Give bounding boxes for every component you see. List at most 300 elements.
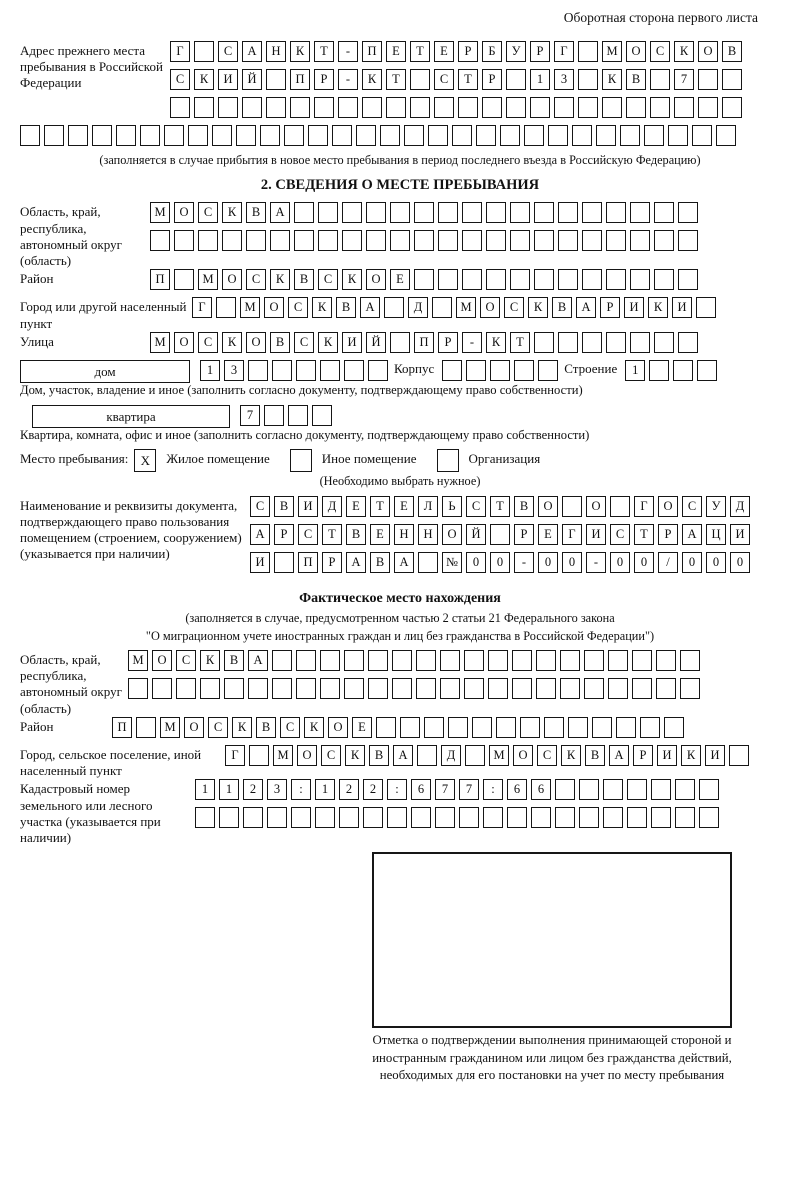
char-cell[interactable]: Е bbox=[370, 524, 390, 545]
char-cell[interactable] bbox=[678, 332, 698, 353]
char-cell[interactable]: Т bbox=[386, 69, 406, 90]
char-cell[interactable]: А bbox=[250, 524, 270, 545]
char-cell[interactable] bbox=[366, 202, 386, 223]
char-cell[interactable]: С bbox=[321, 745, 341, 766]
char-cell[interactable] bbox=[136, 717, 156, 738]
char-cell[interactable] bbox=[400, 717, 420, 738]
char-cell[interactable]: Г bbox=[562, 524, 582, 545]
char-cell[interactable]: Н bbox=[266, 41, 286, 62]
char-cell[interactable] bbox=[188, 125, 208, 146]
char-cell[interactable] bbox=[242, 97, 262, 118]
char-cell[interactable] bbox=[722, 97, 742, 118]
char-cell[interactable]: А bbox=[346, 552, 366, 573]
char-cell[interactable] bbox=[434, 97, 454, 118]
char-cell[interactable]: М bbox=[128, 650, 148, 671]
char-cell[interactable]: : bbox=[291, 779, 311, 800]
char-cell[interactable] bbox=[344, 650, 364, 671]
char-cell[interactable]: О bbox=[328, 717, 348, 738]
char-cell[interactable] bbox=[650, 97, 670, 118]
char-cell[interactable] bbox=[654, 269, 674, 290]
char-cell[interactable] bbox=[696, 297, 716, 318]
char-cell[interactable] bbox=[243, 807, 263, 828]
char-cell[interactable]: Г bbox=[634, 496, 654, 517]
char-cell[interactable] bbox=[584, 678, 604, 699]
char-cell[interactable] bbox=[610, 496, 630, 517]
char-cell[interactable] bbox=[92, 125, 112, 146]
char-cell[interactable] bbox=[578, 69, 598, 90]
char-cell[interactable]: 6 bbox=[507, 779, 527, 800]
char-cell[interactable] bbox=[272, 650, 292, 671]
char-cell[interactable]: К bbox=[681, 745, 701, 766]
char-cell[interactable] bbox=[582, 230, 602, 251]
char-cell[interactable]: О bbox=[222, 269, 242, 290]
char-cell[interactable]: Б bbox=[482, 41, 502, 62]
char-cell[interactable]: Д bbox=[322, 496, 342, 517]
char-cell[interactable]: В bbox=[346, 524, 366, 545]
char-cell[interactable] bbox=[356, 125, 376, 146]
char-cell[interactable] bbox=[506, 69, 526, 90]
checkbox-organizaciya[interactable] bbox=[437, 449, 459, 472]
char-cell[interactable]: 0 bbox=[634, 552, 654, 573]
char-cell[interactable] bbox=[664, 717, 684, 738]
char-cell[interactable]: О bbox=[480, 297, 500, 318]
char-cell[interactable]: С bbox=[208, 717, 228, 738]
char-cell[interactable] bbox=[248, 360, 268, 381]
char-cell[interactable] bbox=[488, 650, 508, 671]
char-cell[interactable]: Е bbox=[352, 717, 372, 738]
char-cell[interactable] bbox=[318, 202, 338, 223]
char-cell[interactable]: Т bbox=[634, 524, 654, 545]
char-cell[interactable] bbox=[698, 97, 718, 118]
char-cell[interactable]: П bbox=[112, 717, 132, 738]
char-cell[interactable] bbox=[538, 360, 558, 381]
char-cell[interactable] bbox=[308, 125, 328, 146]
char-cell[interactable]: В bbox=[224, 650, 244, 671]
char-cell[interactable] bbox=[312, 405, 332, 426]
char-cell[interactable] bbox=[510, 269, 530, 290]
char-cell[interactable]: П bbox=[290, 69, 310, 90]
char-cell[interactable]: С bbox=[537, 745, 557, 766]
char-cell[interactable] bbox=[531, 807, 551, 828]
char-cell[interactable] bbox=[572, 125, 592, 146]
char-cell[interactable] bbox=[462, 202, 482, 223]
char-cell[interactable]: И bbox=[705, 745, 725, 766]
char-cell[interactable]: К bbox=[200, 650, 220, 671]
char-cell[interactable] bbox=[536, 650, 556, 671]
char-cell[interactable]: 6 bbox=[531, 779, 551, 800]
char-cell[interactable]: Е bbox=[390, 269, 410, 290]
char-cell[interactable] bbox=[198, 230, 218, 251]
char-cell[interactable]: 0 bbox=[706, 552, 726, 573]
char-cell[interactable]: К bbox=[318, 332, 338, 353]
char-cell[interactable] bbox=[342, 230, 362, 251]
char-cell[interactable]: Р bbox=[314, 69, 334, 90]
char-cell[interactable]: С bbox=[298, 524, 318, 545]
char-cell[interactable]: 2 bbox=[243, 779, 263, 800]
char-cell[interactable]: Г bbox=[225, 745, 245, 766]
char-cell[interactable]: А bbox=[242, 41, 262, 62]
char-cell[interactable]: К bbox=[232, 717, 252, 738]
char-cell[interactable] bbox=[260, 125, 280, 146]
char-cell[interactable] bbox=[404, 125, 424, 146]
char-cell[interactable]: Л bbox=[418, 496, 438, 517]
char-cell[interactable]: Д bbox=[730, 496, 750, 517]
char-cell[interactable]: 3 bbox=[554, 69, 574, 90]
char-cell[interactable] bbox=[673, 360, 693, 381]
dom-box[interactable]: дом bbox=[20, 360, 190, 383]
char-cell[interactable] bbox=[266, 69, 286, 90]
char-cell[interactable]: Т bbox=[410, 41, 430, 62]
char-cell[interactable]: К bbox=[486, 332, 506, 353]
char-cell[interactable] bbox=[548, 125, 568, 146]
char-cell[interactable] bbox=[640, 717, 660, 738]
char-cell[interactable] bbox=[387, 807, 407, 828]
char-cell[interactable] bbox=[476, 125, 496, 146]
char-cell[interactable] bbox=[224, 678, 244, 699]
char-cell[interactable] bbox=[603, 807, 623, 828]
char-cell[interactable]: В bbox=[585, 745, 605, 766]
char-cell[interactable]: Р bbox=[274, 524, 294, 545]
char-cell[interactable]: К bbox=[362, 69, 382, 90]
char-cell[interactable] bbox=[472, 717, 492, 738]
char-cell[interactable] bbox=[483, 807, 503, 828]
char-cell[interactable]: 7 bbox=[674, 69, 694, 90]
char-cell[interactable]: Д bbox=[408, 297, 428, 318]
char-cell[interactable] bbox=[174, 230, 194, 251]
char-cell[interactable]: Р bbox=[514, 524, 534, 545]
char-cell[interactable] bbox=[194, 97, 214, 118]
char-cell[interactable]: М bbox=[602, 41, 622, 62]
char-cell[interactable] bbox=[630, 202, 650, 223]
char-cell[interactable] bbox=[410, 97, 430, 118]
char-cell[interactable]: К bbox=[290, 41, 310, 62]
char-cell[interactable] bbox=[592, 717, 612, 738]
char-cell[interactable]: В bbox=[336, 297, 356, 318]
char-cell[interactable] bbox=[512, 678, 532, 699]
char-cell[interactable]: М bbox=[160, 717, 180, 738]
char-cell[interactable] bbox=[288, 405, 308, 426]
char-cell[interactable]: В bbox=[722, 41, 742, 62]
char-cell[interactable] bbox=[339, 807, 359, 828]
char-cell[interactable] bbox=[606, 332, 626, 353]
char-cell[interactable]: К bbox=[648, 297, 668, 318]
char-cell[interactable] bbox=[274, 552, 294, 573]
char-cell[interactable] bbox=[488, 678, 508, 699]
char-cell[interactable] bbox=[320, 650, 340, 671]
char-cell[interactable]: 1 bbox=[195, 779, 215, 800]
char-cell[interactable] bbox=[606, 202, 626, 223]
char-cell[interactable]: 1 bbox=[315, 779, 335, 800]
char-cell[interactable] bbox=[678, 230, 698, 251]
char-cell[interactable] bbox=[632, 650, 652, 671]
char-cell[interactable]: В bbox=[256, 717, 276, 738]
char-cell[interactable]: И bbox=[730, 524, 750, 545]
char-cell[interactable]: О bbox=[297, 745, 317, 766]
char-cell[interactable] bbox=[507, 807, 527, 828]
char-cell[interactable] bbox=[216, 297, 236, 318]
char-cell[interactable] bbox=[729, 745, 749, 766]
char-cell[interactable]: В bbox=[369, 745, 389, 766]
char-cell[interactable] bbox=[699, 779, 719, 800]
char-cell[interactable]: К bbox=[312, 297, 332, 318]
char-cell[interactable]: Й bbox=[466, 524, 486, 545]
char-cell[interactable] bbox=[296, 360, 316, 381]
char-cell[interactable]: Ц bbox=[706, 524, 726, 545]
char-cell[interactable] bbox=[486, 269, 506, 290]
char-cell[interactable] bbox=[466, 360, 486, 381]
char-cell[interactable] bbox=[510, 230, 530, 251]
char-cell[interactable] bbox=[506, 97, 526, 118]
char-cell[interactable]: 0 bbox=[610, 552, 630, 573]
char-cell[interactable] bbox=[290, 97, 310, 118]
char-cell[interactable] bbox=[218, 97, 238, 118]
char-cell[interactable] bbox=[514, 360, 534, 381]
char-cell[interactable] bbox=[176, 678, 196, 699]
char-cell[interactable] bbox=[219, 807, 239, 828]
char-cell[interactable]: 0 bbox=[562, 552, 582, 573]
char-cell[interactable] bbox=[362, 97, 382, 118]
char-cell[interactable]: И bbox=[342, 332, 362, 353]
char-cell[interactable] bbox=[266, 97, 286, 118]
char-cell[interactable] bbox=[150, 230, 170, 251]
char-cell[interactable]: Т bbox=[490, 496, 510, 517]
char-cell[interactable] bbox=[630, 332, 650, 353]
char-cell[interactable]: Т bbox=[370, 496, 390, 517]
char-cell[interactable] bbox=[627, 807, 647, 828]
char-cell[interactable] bbox=[442, 360, 462, 381]
char-cell[interactable] bbox=[579, 807, 599, 828]
char-cell[interactable] bbox=[562, 496, 582, 517]
char-cell[interactable]: 1 bbox=[200, 360, 220, 381]
char-cell[interactable]: 0 bbox=[466, 552, 486, 573]
char-cell[interactable] bbox=[558, 269, 578, 290]
char-cell[interactable] bbox=[678, 202, 698, 223]
char-cell[interactable] bbox=[534, 269, 554, 290]
char-cell[interactable]: С bbox=[682, 496, 702, 517]
char-cell[interactable] bbox=[380, 125, 400, 146]
char-cell[interactable] bbox=[222, 230, 242, 251]
char-cell[interactable]: И bbox=[298, 496, 318, 517]
char-cell[interactable]: С bbox=[466, 496, 486, 517]
char-cell[interactable]: С bbox=[246, 269, 266, 290]
char-cell[interactable]: Т bbox=[314, 41, 334, 62]
char-cell[interactable] bbox=[675, 807, 695, 828]
char-cell[interactable]: М bbox=[273, 745, 293, 766]
char-cell[interactable]: Т bbox=[510, 332, 530, 353]
char-cell[interactable] bbox=[486, 230, 506, 251]
char-cell[interactable] bbox=[675, 779, 695, 800]
char-cell[interactable]: П bbox=[362, 41, 382, 62]
char-cell[interactable]: О bbox=[586, 496, 606, 517]
char-cell[interactable] bbox=[68, 125, 88, 146]
char-cell[interactable] bbox=[416, 650, 436, 671]
char-cell[interactable] bbox=[272, 678, 292, 699]
char-cell[interactable] bbox=[649, 360, 669, 381]
char-cell[interactable] bbox=[212, 125, 232, 146]
char-cell[interactable] bbox=[608, 650, 628, 671]
char-cell[interactable]: 6 bbox=[411, 779, 431, 800]
char-cell[interactable]: - bbox=[586, 552, 606, 573]
char-cell[interactable] bbox=[428, 125, 448, 146]
char-cell[interactable]: К bbox=[270, 269, 290, 290]
char-cell[interactable]: М bbox=[150, 202, 170, 223]
char-cell[interactable] bbox=[195, 807, 215, 828]
char-cell[interactable] bbox=[699, 807, 719, 828]
char-cell[interactable] bbox=[332, 125, 352, 146]
char-cell[interactable]: : bbox=[483, 779, 503, 800]
char-cell[interactable] bbox=[603, 779, 623, 800]
char-cell[interactable] bbox=[417, 745, 437, 766]
char-cell[interactable]: 7 bbox=[435, 779, 455, 800]
char-cell[interactable] bbox=[568, 717, 588, 738]
char-cell[interactable]: Р bbox=[458, 41, 478, 62]
char-cell[interactable] bbox=[194, 41, 214, 62]
char-cell[interactable] bbox=[512, 650, 532, 671]
char-cell[interactable] bbox=[116, 125, 136, 146]
char-cell[interactable] bbox=[174, 269, 194, 290]
char-cell[interactable] bbox=[384, 297, 404, 318]
char-cell[interactable] bbox=[698, 69, 718, 90]
char-cell[interactable]: О bbox=[366, 269, 386, 290]
char-cell[interactable] bbox=[555, 807, 575, 828]
char-cell[interactable]: С bbox=[198, 202, 218, 223]
char-cell[interactable] bbox=[654, 230, 674, 251]
char-cell[interactable] bbox=[579, 779, 599, 800]
char-cell[interactable] bbox=[464, 650, 484, 671]
char-cell[interactable]: / bbox=[658, 552, 678, 573]
char-cell[interactable] bbox=[606, 230, 626, 251]
char-cell[interactable] bbox=[680, 678, 700, 699]
char-cell[interactable]: 1 bbox=[219, 779, 239, 800]
char-cell[interactable]: О bbox=[264, 297, 284, 318]
char-cell[interactable] bbox=[128, 678, 148, 699]
char-cell[interactable]: 7 bbox=[240, 405, 260, 426]
char-cell[interactable]: Е bbox=[386, 41, 406, 62]
char-cell[interactable]: Е bbox=[346, 496, 366, 517]
char-cell[interactable] bbox=[544, 717, 564, 738]
char-cell[interactable] bbox=[459, 807, 479, 828]
char-cell[interactable] bbox=[458, 97, 478, 118]
char-cell[interactable] bbox=[270, 230, 290, 251]
char-cell[interactable]: М bbox=[489, 745, 509, 766]
char-cell[interactable]: О bbox=[442, 524, 462, 545]
char-cell[interactable] bbox=[344, 360, 364, 381]
char-cell[interactable]: Г bbox=[170, 41, 190, 62]
char-cell[interactable] bbox=[524, 125, 544, 146]
char-cell[interactable]: О bbox=[698, 41, 718, 62]
char-cell[interactable]: И bbox=[657, 745, 677, 766]
char-cell[interactable] bbox=[432, 297, 452, 318]
char-cell[interactable]: О bbox=[658, 496, 678, 517]
char-cell[interactable] bbox=[462, 230, 482, 251]
char-cell[interactable]: В bbox=[274, 496, 294, 517]
char-cell[interactable]: Й bbox=[242, 69, 262, 90]
char-cell[interactable] bbox=[284, 125, 304, 146]
char-cell[interactable]: О bbox=[538, 496, 558, 517]
char-cell[interactable]: С bbox=[294, 332, 314, 353]
char-cell[interactable]: К bbox=[528, 297, 548, 318]
char-cell[interactable] bbox=[414, 202, 434, 223]
char-cell[interactable] bbox=[656, 650, 676, 671]
char-cell[interactable] bbox=[560, 650, 580, 671]
char-cell[interactable]: Т bbox=[458, 69, 478, 90]
char-cell[interactable] bbox=[582, 332, 602, 353]
char-cell[interactable] bbox=[606, 269, 626, 290]
char-cell[interactable]: С bbox=[650, 41, 670, 62]
char-cell[interactable] bbox=[465, 745, 485, 766]
char-cell[interactable] bbox=[342, 202, 362, 223]
char-cell[interactable]: В bbox=[514, 496, 534, 517]
char-cell[interactable] bbox=[668, 125, 688, 146]
char-cell[interactable]: К bbox=[674, 41, 694, 62]
char-cell[interactable] bbox=[654, 332, 674, 353]
checkbox-zhiloe[interactable]: X bbox=[134, 449, 156, 472]
char-cell[interactable]: 2 bbox=[339, 779, 359, 800]
char-cell[interactable]: О bbox=[174, 202, 194, 223]
char-cell[interactable]: К bbox=[304, 717, 324, 738]
char-cell[interactable] bbox=[678, 269, 698, 290]
char-cell[interactable]: В bbox=[246, 202, 266, 223]
char-cell[interactable]: В bbox=[294, 269, 314, 290]
char-cell[interactable]: Р bbox=[658, 524, 678, 545]
char-cell[interactable]: - bbox=[338, 41, 358, 62]
char-cell[interactable]: С bbox=[288, 297, 308, 318]
char-cell[interactable] bbox=[315, 807, 335, 828]
char-cell[interactable] bbox=[486, 202, 506, 223]
char-cell[interactable] bbox=[584, 650, 604, 671]
char-cell[interactable]: Р bbox=[322, 552, 342, 573]
char-cell[interactable] bbox=[390, 332, 410, 353]
char-cell[interactable] bbox=[496, 717, 516, 738]
char-cell[interactable]: А bbox=[360, 297, 380, 318]
char-cell[interactable]: В bbox=[552, 297, 572, 318]
char-cell[interactable]: 7 bbox=[459, 779, 479, 800]
char-cell[interactable]: А bbox=[393, 745, 413, 766]
char-cell[interactable] bbox=[626, 97, 646, 118]
char-cell[interactable] bbox=[140, 125, 160, 146]
char-cell[interactable]: Р bbox=[438, 332, 458, 353]
char-cell[interactable] bbox=[366, 230, 386, 251]
char-cell[interactable] bbox=[272, 360, 292, 381]
char-cell[interactable] bbox=[44, 125, 64, 146]
char-cell[interactable] bbox=[416, 678, 436, 699]
kvartira-box[interactable]: квартира bbox=[32, 405, 230, 428]
char-cell[interactable]: № bbox=[442, 552, 462, 573]
char-cell[interactable] bbox=[200, 678, 220, 699]
char-cell[interactable] bbox=[632, 678, 652, 699]
char-cell[interactable] bbox=[363, 807, 383, 828]
char-cell[interactable]: 0 bbox=[538, 552, 558, 573]
char-cell[interactable] bbox=[170, 97, 190, 118]
char-cell[interactable]: Г bbox=[554, 41, 574, 62]
char-cell[interactable]: А bbox=[248, 650, 268, 671]
char-cell[interactable] bbox=[338, 97, 358, 118]
char-cell[interactable] bbox=[464, 678, 484, 699]
char-cell[interactable] bbox=[390, 202, 410, 223]
char-cell[interactable] bbox=[20, 125, 40, 146]
char-cell[interactable] bbox=[291, 807, 311, 828]
char-cell[interactable] bbox=[630, 269, 650, 290]
char-cell[interactable] bbox=[318, 230, 338, 251]
char-cell[interactable] bbox=[490, 360, 510, 381]
char-cell[interactable] bbox=[490, 524, 510, 545]
char-cell[interactable] bbox=[534, 230, 554, 251]
char-cell[interactable] bbox=[386, 97, 406, 118]
char-cell[interactable] bbox=[438, 230, 458, 251]
char-cell[interactable]: 0 bbox=[490, 552, 510, 573]
char-cell[interactable]: 1 bbox=[625, 360, 645, 381]
char-cell[interactable]: М bbox=[240, 297, 260, 318]
